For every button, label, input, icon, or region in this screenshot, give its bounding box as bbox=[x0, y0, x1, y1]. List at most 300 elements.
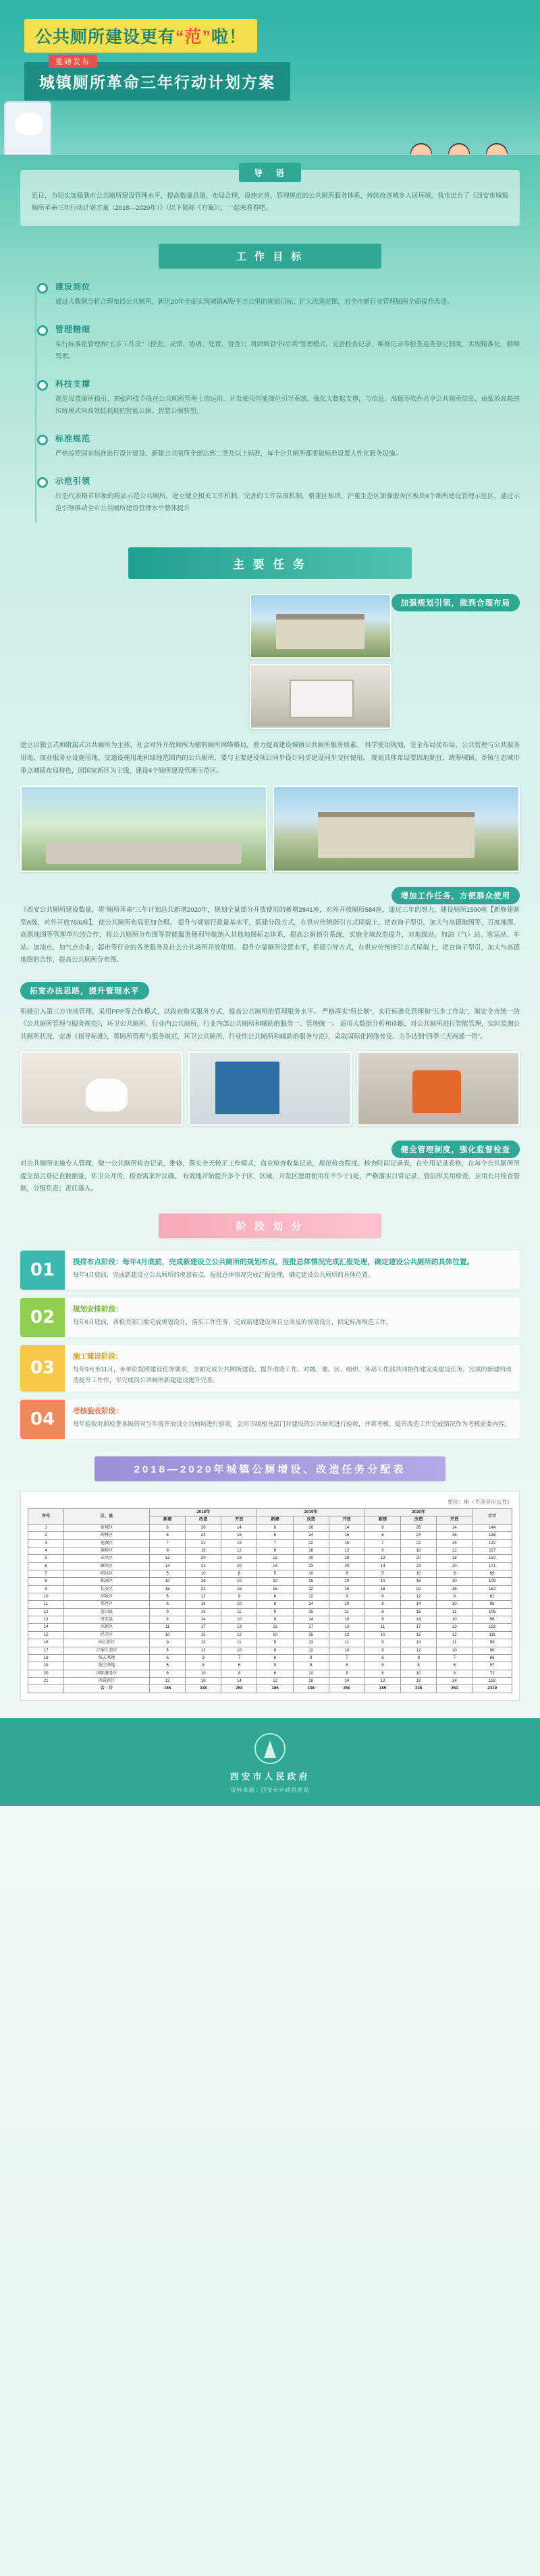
header-top-quote: “范” bbox=[176, 28, 212, 47]
cell-value: 14 bbox=[437, 1524, 473, 1531]
cell-value: 6 bbox=[257, 1593, 293, 1601]
stage-body bbox=[65, 1298, 520, 1337]
table-banner: 2018—2020年城镇公厕增设、改造任务分配表 bbox=[94, 1456, 446, 1481]
table-row bbox=[28, 1670, 512, 1677]
cell-value: 9 bbox=[437, 1593, 473, 1601]
cell-value: 7 bbox=[150, 1539, 186, 1547]
plan-table bbox=[28, 1508, 512, 1693]
task-title: 加强规划引领，做到合理布局 bbox=[392, 594, 520, 611]
cell-value: 20 bbox=[186, 1555, 221, 1562]
header-top-post: 啦！ bbox=[211, 28, 247, 47]
task-block-3 bbox=[20, 982, 520, 1126]
cell-value: 10 bbox=[437, 1616, 473, 1624]
cell-value: 10 bbox=[329, 1601, 364, 1608]
cell-no: 1 bbox=[28, 1524, 64, 1531]
cell-value: 11 bbox=[437, 1608, 473, 1616]
cell-district: 高新区 bbox=[64, 1624, 150, 1631]
cell-value: 8 bbox=[364, 1647, 400, 1654]
cell-value: 15 bbox=[293, 1608, 329, 1616]
cell-value: 8 bbox=[329, 1670, 364, 1677]
cell-value: 10 bbox=[150, 1578, 186, 1585]
cell-value: 6 bbox=[257, 1532, 293, 1539]
cell-value: 20 bbox=[293, 1555, 329, 1562]
cell-value: 7 bbox=[437, 1654, 473, 1662]
cell-no: 11 bbox=[28, 1601, 64, 1608]
cell-value: 13 bbox=[329, 1624, 364, 1631]
cell-total: 138 bbox=[473, 1532, 512, 1539]
cell-value: 15 bbox=[186, 1631, 221, 1639]
goal-item bbox=[27, 433, 520, 475]
page-content bbox=[0, 170, 540, 1701]
goal-heading: 科技支撑 bbox=[55, 379, 91, 389]
cell-value: 26 bbox=[186, 1524, 221, 1531]
page-header bbox=[0, 0, 540, 155]
cell-value: 8 bbox=[437, 1570, 473, 1577]
stage-number: 01 bbox=[20, 1251, 65, 1290]
cell-value: 12 bbox=[257, 1555, 293, 1562]
task-photo-row bbox=[20, 1051, 520, 1126]
table-row bbox=[28, 1562, 512, 1570]
cell-value: 18 bbox=[293, 1677, 329, 1684]
cell-no: 17 bbox=[28, 1647, 64, 1654]
task-photo-row bbox=[20, 786, 520, 872]
cell-value: 6 bbox=[257, 1670, 293, 1677]
photo-sanitation-worker bbox=[357, 1051, 520, 1126]
task-text: 建立以独立式和附属式公共厕所为主体，社会对外开放厕所为辅的厕所网络格局，着力提高建设城镇公共厕所服务质素。 科学使用规划，坚全布局优布局、公共管理与公共服务用地、商业服务业设施用地、交通设施用地和绿地范围内的公共厕所，要与主要建设项目同步设计同步建设同步交付使用。 规划具体布局要因地制宜，统筹城镇、乡镇生态城市重点城镇布局特色，因国家新区为主线，建设4个厕所建设管理示范区。 bbox=[20, 742, 520, 775]
cell-value: 16 bbox=[257, 1585, 293, 1593]
cell-district: 经开区 bbox=[64, 1631, 150, 1639]
people-illustration bbox=[359, 16, 528, 144]
cell-value: 12 bbox=[401, 1647, 437, 1654]
cell-value: 12 bbox=[364, 1677, 400, 1684]
th-sub: 开放 bbox=[221, 1516, 257, 1524]
cell-value: 13 bbox=[221, 1624, 257, 1631]
cell-value: 15 bbox=[401, 1608, 437, 1616]
goal-text: 规范设置厕所指引、加强科技手段在公共厕所管理上的运用，开发使用智能图位引导系统，强化大数据支撑，与信息、高德等软件共享公共厕所信息，由低效高耗的传统模式向高效低耗耗的智能公厕、智慧公厕转型。 bbox=[55, 395, 520, 416]
cell-value: 9 bbox=[150, 1639, 186, 1647]
cell-value: 10 bbox=[186, 1570, 221, 1577]
stage-body bbox=[65, 1345, 520, 1392]
cell-value: 12 bbox=[437, 1547, 473, 1554]
cell-value: 13 bbox=[401, 1639, 437, 1647]
goal-item bbox=[27, 475, 520, 530]
cell-value: 14 bbox=[186, 1616, 221, 1624]
cell-no: 8 bbox=[28, 1578, 64, 1585]
cell-value: 23 bbox=[186, 1562, 221, 1570]
cell-value: 8 bbox=[150, 1647, 186, 1654]
cell-value: 12 bbox=[329, 1631, 364, 1639]
cell-value: 5 bbox=[257, 1662, 293, 1670]
cell-value: 8 bbox=[150, 1524, 186, 1531]
cell-value: 15 bbox=[401, 1631, 437, 1639]
pagoda-logo-icon bbox=[254, 1733, 286, 1764]
cell-value: 6 bbox=[257, 1654, 293, 1662]
cell-total: 171 bbox=[473, 1562, 512, 1570]
table-row bbox=[28, 1524, 512, 1531]
cell-value: 338 bbox=[401, 1685, 437, 1693]
cell-value: 18 bbox=[221, 1555, 257, 1562]
cell-value: 8 bbox=[257, 1524, 293, 1531]
cell-value: 16 bbox=[221, 1532, 257, 1539]
cell-value: 10 bbox=[437, 1647, 473, 1654]
photo-streetscape bbox=[20, 786, 267, 872]
page-footer bbox=[0, 1718, 540, 1806]
cell-value: 13 bbox=[293, 1639, 329, 1647]
cell-value: 8 bbox=[364, 1616, 400, 1624]
cell-no: 13 bbox=[28, 1616, 64, 1624]
cell-value: 13 bbox=[437, 1624, 473, 1631]
cell-total: 150 bbox=[473, 1555, 512, 1562]
cell-value: 16 bbox=[150, 1585, 186, 1593]
cell-value: 185 bbox=[364, 1685, 400, 1693]
cell-value: 9 bbox=[257, 1608, 293, 1616]
table-row bbox=[28, 1539, 512, 1547]
cell-value: 250 bbox=[221, 1685, 257, 1693]
table-row bbox=[28, 1662, 512, 1670]
cell-value: 10 bbox=[221, 1601, 257, 1608]
cell-value: 185 bbox=[150, 1685, 186, 1693]
cell-value: 18 bbox=[186, 1677, 221, 1684]
cell-value: 20 bbox=[437, 1562, 473, 1570]
task-photo-group bbox=[250, 594, 392, 734]
cell-value: 18 bbox=[293, 1547, 329, 1554]
cell-value: 15 bbox=[186, 1608, 221, 1616]
cell-value: 10 bbox=[221, 1616, 257, 1624]
table-row bbox=[28, 1654, 512, 1662]
cell-value: 14 bbox=[329, 1524, 364, 1531]
cell-district: 国际港务区 bbox=[64, 1670, 150, 1677]
cell-value: 10 bbox=[401, 1670, 437, 1677]
intro-section bbox=[20, 170, 520, 226]
cell-total: 105 bbox=[473, 1608, 512, 1616]
stage-text: 每年6月底前，各相关部门要完成规划设计，落实工作任务、完成新建建设项目立项及的规划设计，拟定标准规范工作。 bbox=[73, 1318, 393, 1325]
table-body bbox=[28, 1524, 512, 1693]
bullet-dot-icon bbox=[37, 435, 48, 445]
table-row bbox=[28, 1608, 512, 1616]
cell-value: 18 bbox=[437, 1555, 473, 1562]
stage-heading: 考核验收阶段： bbox=[73, 1407, 123, 1416]
cell-value: 5 bbox=[257, 1570, 293, 1577]
stage-text: 每年9月至11月，各单位按照建设任务要求，全面完成公共厕所建设，提升改造工作。对城、地、区、组织、各部工作部共同协作建完成建设任务，完成的新建的改造提升工作作，年完成的公共厕所新建建设提升完善。 bbox=[73, 1365, 512, 1383]
cell-value: 185 bbox=[257, 1685, 293, 1693]
task-text: 对公共厕所实施专人管理，做一公共厕所检查记录，维修，落实全天候正工作模式，商业检查收集记录，规范检查程度、检查时间记录表，在专用记录表格，在每个公共厕所所提交留言登记查数据量，环卫公开的，检查需求评议确。 有效地开始提升多个于区、区域、开发区建用使用在不少于1处，严格落实日常记录、管层形关用检查、应用长月检查管制，分级负责；责任落入。 bbox=[20, 1160, 520, 1193]
th-sub: 开放 bbox=[329, 1516, 364, 1524]
bullet-dot-icon bbox=[37, 380, 48, 391]
cell-value: 11 bbox=[437, 1639, 473, 1647]
th-no: 序号 bbox=[28, 1509, 64, 1525]
cell-value: 250 bbox=[437, 1685, 473, 1693]
cell-value: 22 bbox=[186, 1585, 221, 1593]
cell-value: 18 bbox=[401, 1547, 437, 1554]
cell-total: 96 bbox=[473, 1601, 512, 1608]
cell-total: 90 bbox=[473, 1647, 512, 1654]
th-sub: 改造 bbox=[401, 1516, 437, 1524]
cell-total: 69 bbox=[473, 1570, 512, 1577]
task-title: 拓宽办法思路，提升管理水平 bbox=[20, 982, 149, 999]
photo-toilet-interior bbox=[250, 664, 392, 729]
task-block-2 bbox=[20, 887, 520, 967]
cell-district: 灞桥区 bbox=[64, 1547, 150, 1554]
cell-value: 5 bbox=[364, 1662, 400, 1670]
bullet-dot-icon bbox=[37, 477, 48, 488]
cell-total: 123 bbox=[473, 1624, 512, 1631]
cell-value: 14 bbox=[437, 1677, 473, 1684]
cell-no: 20 bbox=[28, 1670, 64, 1677]
cell-value: 5 bbox=[150, 1662, 186, 1670]
cell-value: 14 bbox=[364, 1562, 400, 1570]
cell-value: 24 bbox=[293, 1532, 329, 1539]
cell-value: 11 bbox=[257, 1624, 293, 1631]
goals-list bbox=[20, 281, 520, 530]
th-sub: 新建 bbox=[150, 1516, 186, 1524]
goal-item bbox=[27, 281, 520, 323]
cell-value: 10 bbox=[293, 1570, 329, 1577]
cell-total: 117 bbox=[473, 1547, 512, 1554]
stage-heading: 施工建设阶段： bbox=[73, 1352, 123, 1361]
plan-table-card bbox=[20, 1491, 520, 1701]
cell-value: 16 bbox=[437, 1585, 473, 1593]
table-caption: 单位：座（不含全市公共） bbox=[448, 1499, 512, 1506]
cell-value: 6 bbox=[437, 1662, 473, 1670]
stage-number: 04 bbox=[20, 1400, 65, 1439]
cell-value: 9 bbox=[150, 1547, 186, 1554]
cell-value: 14 bbox=[401, 1616, 437, 1624]
table-header-row-groups bbox=[28, 1509, 512, 1516]
cell-total: 81 bbox=[473, 1593, 512, 1601]
cell-district: 临潼区 bbox=[64, 1578, 150, 1585]
table-row bbox=[28, 1639, 512, 1647]
th-year-2019: 2019年 bbox=[257, 1509, 364, 1516]
cell-no: 9 bbox=[28, 1585, 64, 1593]
cell-value: 8 bbox=[221, 1570, 257, 1577]
cell-value: 22 bbox=[401, 1585, 437, 1593]
stage-heading: 规划安排阶段： bbox=[73, 1305, 123, 1313]
goal-text: 实行标准化管理和“五步工作法”（检查、反馈、协调、处置、督查）；巩固城管“拆后美”管理模式，完善检查记录，维修记录等检查巡查登记制度，实现精准化、精细管理。 bbox=[55, 341, 520, 361]
cell-district: 新城区 bbox=[64, 1524, 150, 1531]
cell-value: 16 bbox=[329, 1532, 364, 1539]
cell-no: 12 bbox=[28, 1608, 64, 1616]
cell-value: 6 bbox=[364, 1670, 400, 1677]
table-row bbox=[28, 1631, 512, 1639]
cell-no: 2 bbox=[28, 1532, 64, 1539]
footer-title: 西安市人民政府 bbox=[230, 1771, 310, 1782]
cell-value: 11 bbox=[329, 1608, 364, 1616]
cell-value: 14 bbox=[401, 1601, 437, 1608]
stage-item bbox=[20, 1251, 520, 1290]
cell-value: 10 bbox=[329, 1616, 364, 1624]
cell-total: 57 bbox=[473, 1662, 512, 1670]
cell-value: 10 bbox=[329, 1647, 364, 1654]
cell-value: 250 bbox=[329, 1685, 364, 1693]
cell-value: 15 bbox=[293, 1631, 329, 1639]
cell-no bbox=[28, 1685, 64, 1693]
cell-value: 12 bbox=[437, 1631, 473, 1639]
th-sub: 开放 bbox=[437, 1516, 473, 1524]
cell-value: 12 bbox=[221, 1631, 257, 1639]
cell-value: 8 bbox=[221, 1670, 257, 1677]
table-row bbox=[28, 1685, 512, 1693]
cell-value: 22 bbox=[401, 1539, 437, 1547]
stage-item bbox=[20, 1400, 520, 1439]
cell-value: 16 bbox=[329, 1585, 364, 1593]
cell-value: 6 bbox=[221, 1662, 257, 1670]
table-row bbox=[28, 1555, 512, 1562]
goal-heading: 示范引领 bbox=[55, 476, 91, 487]
task-text: 积极引入第三方市场管理，采用PPP等合作模式，以政府购买服务方式，提高公共厕所的管理服务水平。 严格落实“所长制”，实行标准化管理和“五步工作法”，制定全市统一的《公共厕所管理与服务规范》，环卫公共厕所、行业内公共厕所，行业内部公共厕所和辅助的服务一、管理统一。 适用大数据分析和诊断，对公共厕所进行智能管理，实时监测公共厕所状况，完善《指导标准》，将厕所管理与服务规范，环卫公共厕所、行业性公共厕所和辅助的服务与范》，采取国际化网络普及、力争达到“四季三无两通一管”。 bbox=[20, 1008, 520, 1041]
table-row bbox=[28, 1532, 512, 1539]
cell-district: 鄠邑区 bbox=[64, 1601, 150, 1608]
table-row bbox=[28, 1593, 512, 1601]
cell-value: 9 bbox=[221, 1593, 257, 1601]
intro-label: 导 语 bbox=[239, 163, 301, 182]
goal-text: 严格按照国家标准进行设计建设、新建公共厕所全部达到二类及以上标准，每个公共厕所都要做标准设置人性化服务设施。 bbox=[55, 450, 402, 458]
cell-value: 15 bbox=[329, 1539, 364, 1547]
cell-value: 16 bbox=[221, 1585, 257, 1593]
cell-value: 12 bbox=[221, 1547, 257, 1554]
cell-value: 24 bbox=[186, 1532, 221, 1539]
goal-item bbox=[27, 323, 520, 378]
cell-value: 12 bbox=[186, 1593, 221, 1601]
table-row bbox=[28, 1647, 512, 1654]
header-top-line bbox=[24, 19, 257, 53]
cell-value: 16 bbox=[364, 1585, 400, 1593]
cell-value: 6 bbox=[364, 1593, 400, 1601]
cell-no: 3 bbox=[28, 1539, 64, 1547]
cell-no: 5 bbox=[28, 1555, 64, 1562]
toilet-illustration-icon bbox=[4, 101, 51, 155]
cell-total: 132 bbox=[473, 1539, 512, 1547]
table-head bbox=[28, 1509, 512, 1525]
cell-total: 162 bbox=[473, 1585, 512, 1593]
cell-value: 10 bbox=[257, 1578, 293, 1585]
cell-value: 7 bbox=[221, 1654, 257, 1662]
cell-total: 144 bbox=[473, 1524, 512, 1531]
cell-value: 8 bbox=[257, 1647, 293, 1654]
cell-value: 8 bbox=[364, 1524, 400, 1531]
cell-value: 11 bbox=[329, 1639, 364, 1647]
task-block-1 bbox=[20, 594, 520, 872]
cell-value: 10 bbox=[186, 1670, 221, 1677]
cell-value: 12 bbox=[150, 1677, 186, 1684]
cell-district: 曲江新区 bbox=[64, 1639, 150, 1647]
goal-text: 打造代表格市形象的精品示范公共厕所，建立健全相关工作机制，完善的工作氛围机制，格重区板块、沪重生态区加强服务区板块4个细所建设管理示范区，通过示范引领推动全市公共厕所建设管理水平整体提升 bbox=[55, 493, 520, 513]
cell-total: 96 bbox=[473, 1616, 512, 1624]
intro-text: 近日，为切实加强我市公共厕所建设管理水平，提高数量总量，布局合理，设施完善，管理规范的公共厕所服务体系，持续改善城乡人居环境，我市出台了《西安市城镇厕所革命三年行动计划方案（2018—2020年）》（以下简称《方案》），一起来看看吧。 bbox=[32, 192, 508, 213]
table-row bbox=[28, 1616, 512, 1624]
cell-no: 15 bbox=[28, 1631, 64, 1639]
cell-total: 99 bbox=[473, 1639, 512, 1647]
cell-value: 8 bbox=[437, 1670, 473, 1677]
cell-value: 14 bbox=[293, 1616, 329, 1624]
cell-value: 12 bbox=[257, 1677, 293, 1684]
cell-value: 15 bbox=[437, 1539, 473, 1547]
cell-value: 11 bbox=[364, 1624, 400, 1631]
cell-value: 17 bbox=[401, 1624, 437, 1631]
cell-no: 16 bbox=[28, 1639, 64, 1647]
cell-value: 13 bbox=[186, 1639, 221, 1647]
cell-value: 8 bbox=[364, 1601, 400, 1608]
cell-value: 10 bbox=[401, 1570, 437, 1577]
stage-body bbox=[65, 1251, 520, 1290]
cell-value: 16 bbox=[186, 1578, 221, 1585]
goal-text: 通过大数据分析合理布局公共厕所，新历20年全面实现城镇A级/平方公里的规划目标；扩大改造范围，对全市新行业管理厕所全面提升改造。 bbox=[55, 298, 454, 306]
cell-value: 18 bbox=[401, 1677, 437, 1684]
cell-no: 14 bbox=[28, 1624, 64, 1631]
bullet-dot-icon bbox=[37, 283, 48, 294]
stage-number: 02 bbox=[20, 1298, 65, 1337]
cell-district: 合 计 bbox=[64, 1685, 150, 1693]
cell-no: 10 bbox=[28, 1593, 64, 1601]
cell-value: 16 bbox=[293, 1578, 329, 1585]
cell-value: 14 bbox=[221, 1524, 257, 1531]
cell-value: 8 bbox=[150, 1616, 186, 1624]
cell-value: 14 bbox=[221, 1677, 257, 1684]
cell-value: 11 bbox=[221, 1639, 257, 1647]
cell-district: 未央区 bbox=[64, 1555, 150, 1562]
cell-value: 6 bbox=[329, 1662, 364, 1670]
cell-value: 10 bbox=[221, 1647, 257, 1654]
cell-value: 9 bbox=[150, 1608, 186, 1616]
cell-value: 14 bbox=[150, 1562, 186, 1570]
stage-text: 每年验收对照检查各级的对当年度开放设立共厕所进行验收，会同市级相关部门对建设的公共厕所进行验收，并将考核、提升改造工作完成情况作为考核重要内容。 bbox=[73, 1421, 511, 1428]
cell-value: 12 bbox=[150, 1555, 186, 1562]
cell-value: 9 bbox=[257, 1639, 293, 1647]
stage-body bbox=[65, 1400, 520, 1439]
cell-value: 14 bbox=[329, 1677, 364, 1684]
cell-value: 338 bbox=[293, 1685, 329, 1693]
cell-value: 8 bbox=[186, 1662, 221, 1670]
cell-value: 10 bbox=[221, 1578, 257, 1585]
cell-value: 10 bbox=[257, 1631, 293, 1639]
cell-value: 12 bbox=[186, 1647, 221, 1654]
table-row bbox=[28, 1547, 512, 1554]
table-row bbox=[28, 1585, 512, 1593]
cell-value: 14 bbox=[293, 1601, 329, 1608]
cell-value: 16 bbox=[437, 1532, 473, 1539]
stage-number: 03 bbox=[20, 1345, 65, 1392]
cell-total: 132 bbox=[473, 1677, 512, 1684]
th-sub: 改造 bbox=[186, 1516, 221, 1524]
cell-value: 23 bbox=[401, 1562, 437, 1570]
goal-heading: 管理精细 bbox=[55, 325, 91, 335]
cell-value: 12 bbox=[293, 1593, 329, 1601]
table-row bbox=[28, 1677, 512, 1684]
th-district: 区、县 bbox=[64, 1509, 150, 1525]
cell-district: 高陵区 bbox=[64, 1593, 150, 1601]
stage-heading: 摸排布点阶段：每年4月底前，完成新建设立公共厕所的规划布点，报批总体情况完成汇报处理，确定建设公共厕所的具体位置。 bbox=[73, 1257, 474, 1266]
cell-value: 8 bbox=[401, 1662, 437, 1670]
cell-value: 10 bbox=[329, 1578, 364, 1585]
cell-value: 6 bbox=[150, 1532, 186, 1539]
stages-banner: 阶 段 划 分 bbox=[159, 1213, 381, 1238]
cell-value: 338 bbox=[186, 1685, 221, 1693]
cell-value: 7 bbox=[329, 1654, 364, 1662]
photo-restroom-fixture bbox=[20, 1051, 183, 1126]
th-year-2020: 2020年 bbox=[364, 1509, 472, 1516]
cell-value: 14 bbox=[257, 1562, 293, 1570]
cell-value: 16 bbox=[401, 1578, 437, 1585]
stage-text: 每年4月底前，完成新建设立公共厕所的规划布点，报批总体情况完成汇报处理，确定建设公共厕所的具体位置。 bbox=[73, 1271, 375, 1278]
cell-total: 2319 bbox=[473, 1685, 512, 1693]
cell-total: 72 bbox=[473, 1670, 512, 1677]
table-row bbox=[28, 1601, 512, 1608]
cell-value: 9 bbox=[401, 1654, 437, 1662]
cell-value: 22 bbox=[293, 1585, 329, 1593]
cell-value: 5 bbox=[150, 1570, 186, 1577]
tasks-banner: 主 要 任 务 bbox=[128, 547, 412, 579]
cell-value: 20 bbox=[221, 1562, 257, 1570]
photo-public-toilet-exterior bbox=[250, 594, 392, 659]
